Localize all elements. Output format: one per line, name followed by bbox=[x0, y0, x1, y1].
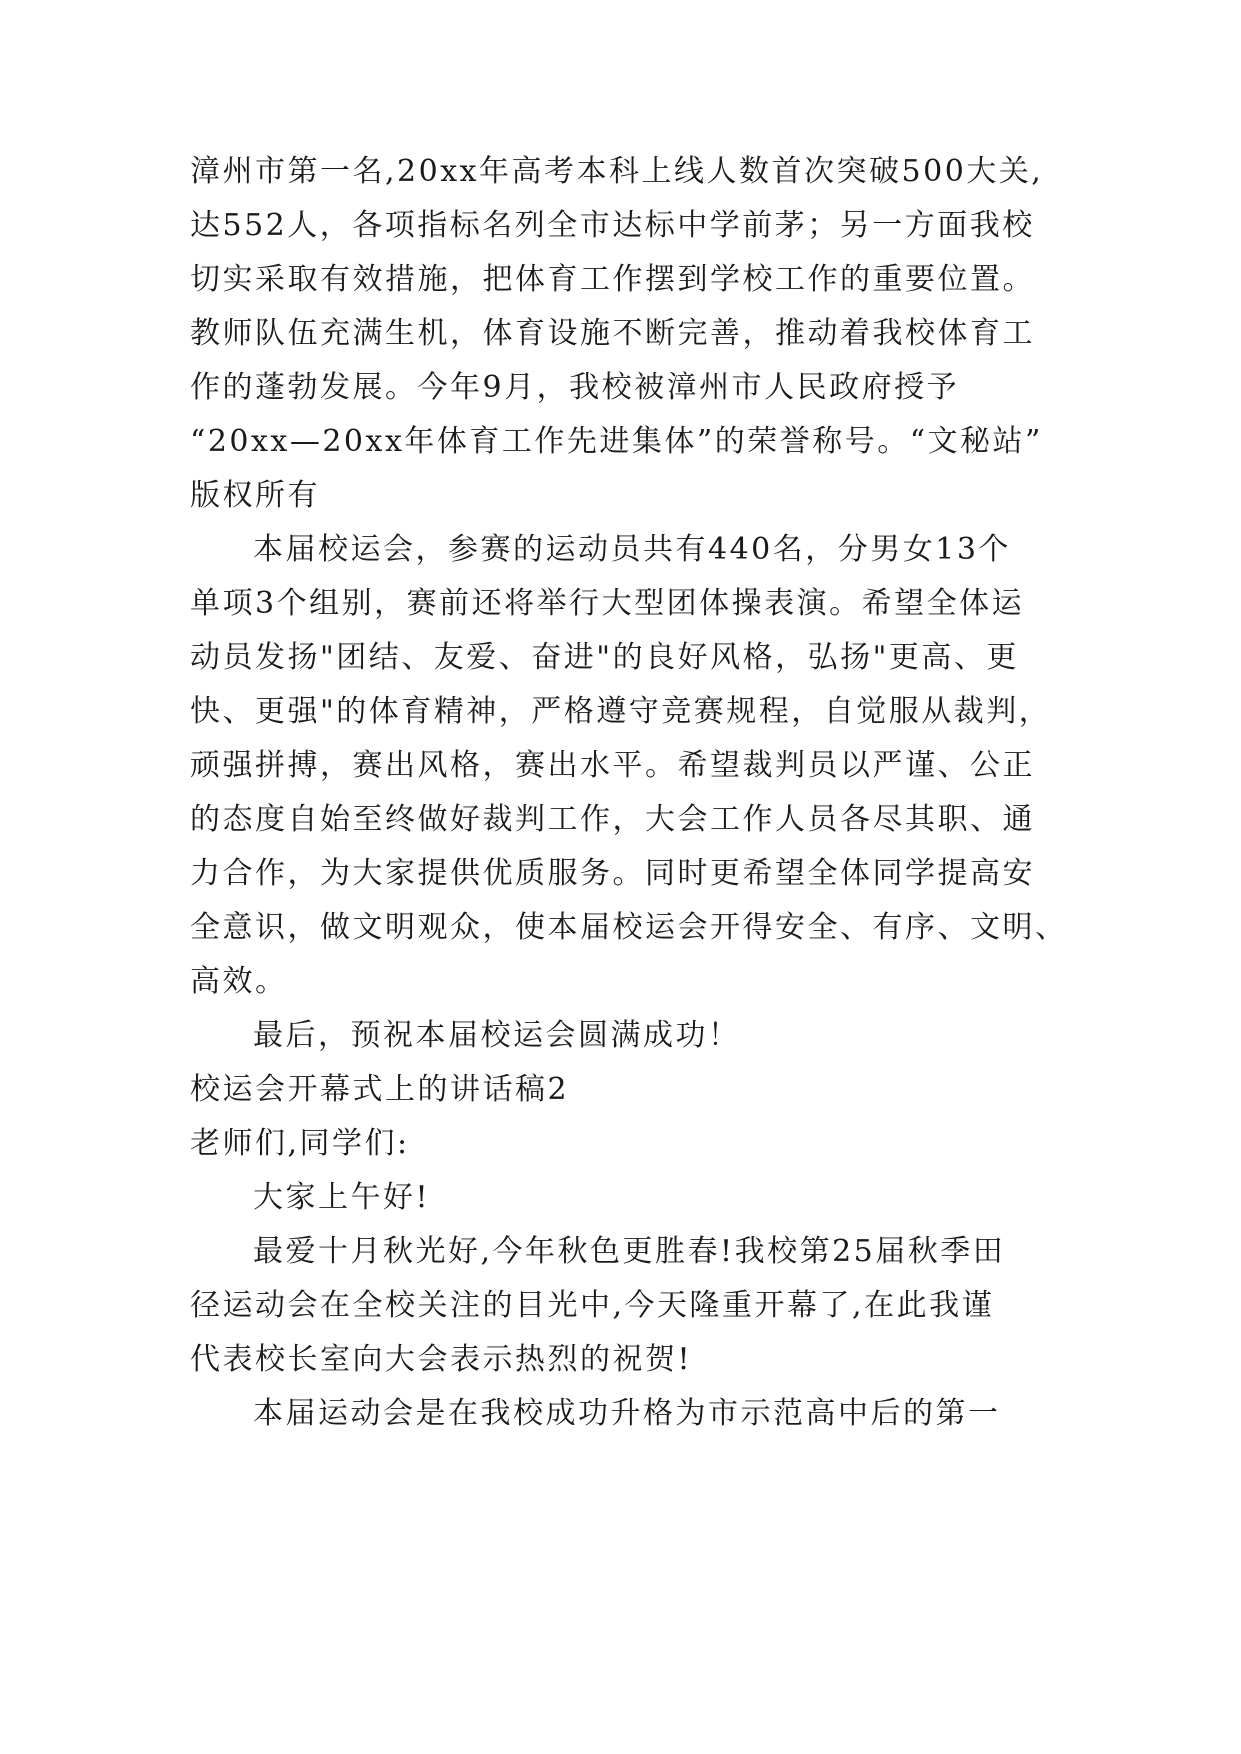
body-text-line: 教师队伍充满生机，体育设施不断完善，推动着我校体育工 bbox=[190, 316, 1035, 351]
body-text-line: 切实采取有效措施，把体育工作摆到学校工作的重要位置。 bbox=[190, 262, 1035, 297]
body-text-line: 径运动会在全校关注的目光中,今天隆重开幕了,在此我谨 bbox=[190, 1288, 995, 1323]
body-text-line: 力合作，为大家提供优质服务。同时更希望全体同学提高安 bbox=[190, 856, 1035, 891]
paragraph-first-line: 本届运动会是在我校成功升格为市示范高中后的第一 bbox=[253, 1396, 1001, 1431]
body-text-line: 全意识，做文明观众，使本届校运会开得安全、有序、文明、 bbox=[190, 910, 1068, 945]
greeting: 大家上午好! bbox=[253, 1180, 431, 1215]
body-text-line: 作的蓬勃发展。今年9月，我校被漳州市人民政府授予 bbox=[190, 370, 960, 405]
body-text-line: 顽强拼搏，赛出风格，赛出水平。希望裁判员以严谨、公正 bbox=[190, 748, 1035, 783]
paragraph-first-line: 本届校运会，参赛的运动员共有440名，分男女13个 bbox=[253, 532, 1011, 567]
body-text-line: 漳州市第一名,20xx年高考本科上线人数首次突破500大关, bbox=[190, 154, 1044, 189]
body-text-line: 高效。 bbox=[190, 964, 288, 999]
body-text-line: “20xx—20xx年体育工作先进集体”的荣誉称号。“文秘站” bbox=[190, 424, 1043, 459]
body-text-line: 版权所有 bbox=[190, 478, 320, 513]
body-text-line: 的态度自始至终做好裁判工作，大会工作人员各尽其职、通 bbox=[190, 802, 1035, 837]
body-text-line: 快、更强"的体育精神，严格遵守竞赛规程，自觉服从裁判， bbox=[190, 694, 1052, 729]
body-text-line: 单项3个组别，赛前还将举行大型团体操表演。希望全体运 bbox=[190, 586, 1025, 621]
body-text-line: 代表校长室向大会表示热烈的祝贺! bbox=[190, 1342, 693, 1377]
salutation: 老师们,同学们: bbox=[190, 1126, 410, 1161]
paragraph-first-line: 最爱十月秋光好,今年秋色更胜春!我校第25届秋季田 bbox=[253, 1234, 1006, 1269]
body-text-line: 达552人，各项指标名列全市达标中学前茅；另一方面我校 bbox=[190, 208, 1035, 243]
body-text-line: 动员发扬"团结、友爱、奋进"的良好风格，弘扬"更高、更 bbox=[190, 640, 1019, 675]
closing-wish-line: 最后，预祝本届校运会圆满成功！ bbox=[253, 1018, 741, 1053]
speech-title: 校运会开幕式上的讲话稿2 bbox=[190, 1072, 570, 1107]
